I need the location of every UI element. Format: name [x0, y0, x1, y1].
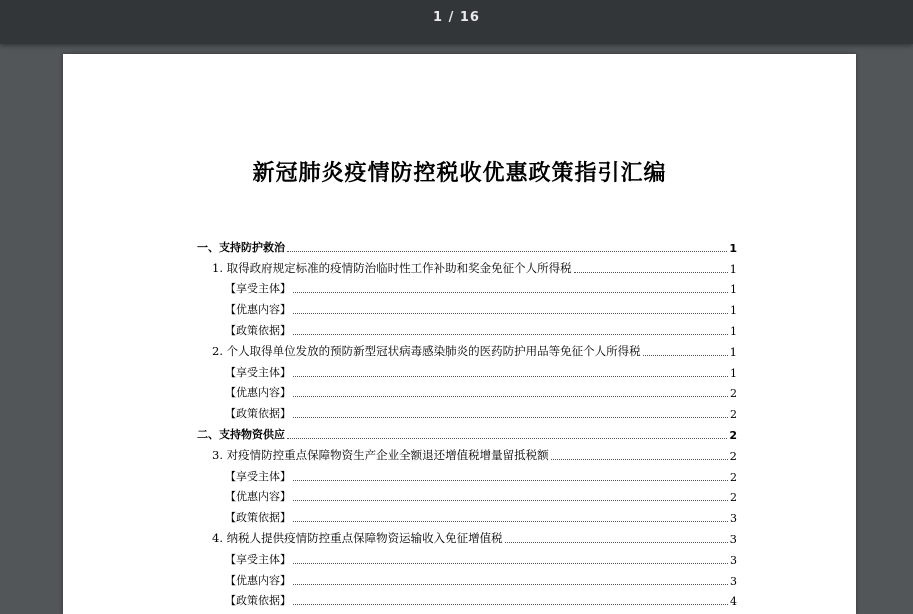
- toc-subitem[interactable]: [197, 296, 737, 317]
- toc-entry-label: 【享受主体】: [225, 469, 291, 483]
- toc-dot-leader: [551, 459, 728, 460]
- toc-subitem[interactable]: [197, 276, 737, 297]
- toc-entry-label: 【优惠内容】: [225, 490, 291, 504]
- toc-dot-leader: [574, 272, 728, 273]
- toc-entry-label: 2. 个人取得单位发放的预防新型冠状病毒感染肺炎的医药防护用品等免征个人所得税: [212, 343, 641, 358]
- toc-dot-leader: [293, 334, 728, 335]
- toc-subitem[interactable]: [197, 317, 737, 338]
- toc-entry-label: 【政策依据】: [225, 323, 291, 337]
- toc-page-number: 4: [730, 595, 737, 609]
- table-of-contents: [197, 234, 737, 608]
- toc-page-number: 2: [730, 387, 737, 401]
- toc-subitem[interactable]: [197, 588, 737, 609]
- toc-dot-leader: [293, 417, 728, 418]
- toc-subitem[interactable]: [197, 484, 737, 505]
- toc-page-number: 3: [730, 553, 737, 567]
- toc-subitem[interactable]: [197, 359, 737, 380]
- toc-page-number: 2: [729, 448, 737, 463]
- toc-page-number: 2: [729, 428, 737, 442]
- toc-dot-leader: [293, 584, 728, 585]
- toc-entry-label: 【享受主体】: [225, 365, 291, 379]
- toc-entry-label: 【优惠内容】: [225, 573, 291, 587]
- toc-page-number: 1: [729, 261, 737, 276]
- toc-entry-label: 一、支持防护救治: [197, 240, 285, 254]
- toc-section-heading[interactable]: [197, 421, 737, 442]
- toc-subitem[interactable]: [197, 463, 737, 484]
- toc-item[interactable]: [197, 525, 737, 546]
- toc-entry-label: 【政策依据】: [225, 594, 291, 608]
- toc-page-number: 1: [730, 304, 737, 318]
- toc-dot-leader: [293, 292, 728, 293]
- page-indicator: 1 / 16: [433, 10, 480, 25]
- toc-entry-label: 【优惠内容】: [225, 386, 291, 400]
- toc-entry-label: 【享受主体】: [225, 552, 291, 566]
- toc-entry-label: 【优惠内容】: [225, 303, 291, 317]
- toc-item[interactable]: [197, 255, 737, 276]
- toc-dot-leader: [293, 480, 728, 481]
- toc-page-number: 2: [730, 470, 737, 484]
- toc-dot-leader: [293, 521, 728, 522]
- toc-page-number: 3: [730, 512, 737, 526]
- toc-page-number: 1: [729, 344, 737, 359]
- toc-dot-leader: [293, 604, 728, 605]
- toc-dot-leader: [293, 500, 728, 501]
- toc-entry-label: 3. 对疫情防控重点保障物资生产企业全额退还增值税增量留抵税额: [212, 447, 549, 462]
- toc-entry-label: 4. 纳税人提供疫情防控重点保障物资运输收入免征增值税: [212, 530, 503, 545]
- toc-dot-leader: [293, 313, 728, 314]
- pdf-page: [63, 54, 856, 614]
- toc-page-number: 1: [730, 366, 737, 380]
- toc-subitem[interactable]: [197, 567, 737, 588]
- toc-page-number: 2: [730, 408, 737, 422]
- toc-page-number: 1: [730, 324, 737, 338]
- toc-dot-leader: [293, 376, 728, 377]
- toc-subitem[interactable]: [197, 400, 737, 421]
- toc-entry-label: 1. 取得政府规定标准的疫情防治临时性工作补助和奖金免征个人所得税: [212, 260, 572, 275]
- toc-entry-label: 【政策依据】: [225, 511, 291, 525]
- toc-dot-leader: [505, 542, 728, 543]
- toc-page-number: 3: [730, 574, 737, 588]
- document-title: 新冠肺炎疫情防控税收优惠政策指引汇编: [252, 160, 667, 186]
- toc-item[interactable]: [197, 442, 737, 463]
- toc-page-number: 1: [730, 283, 737, 297]
- toc-entry-label: 二、支持物资供应: [197, 427, 285, 441]
- toc-subitem[interactable]: [197, 504, 737, 525]
- toc-dot-leader: [293, 396, 728, 397]
- toc-page-number: 3: [729, 531, 737, 546]
- toc-dot-leader: [287, 438, 727, 439]
- toc-section-heading[interactable]: [197, 234, 737, 255]
- toc-entry-label: 【享受主体】: [225, 282, 291, 296]
- toc-item[interactable]: [197, 338, 737, 359]
- toc-dot-leader: [643, 355, 728, 356]
- toc-subitem[interactable]: [197, 546, 737, 567]
- toc-subitem[interactable]: [197, 380, 737, 401]
- toc-page-number: 2: [730, 491, 737, 505]
- toc-page-number: 1: [729, 241, 737, 255]
- toc-dot-leader: [293, 563, 728, 564]
- pdf-toolbar: [0, 0, 913, 44]
- toc-entry-label: 【政策依据】: [225, 407, 291, 421]
- toc-dot-leader: [287, 251, 727, 252]
